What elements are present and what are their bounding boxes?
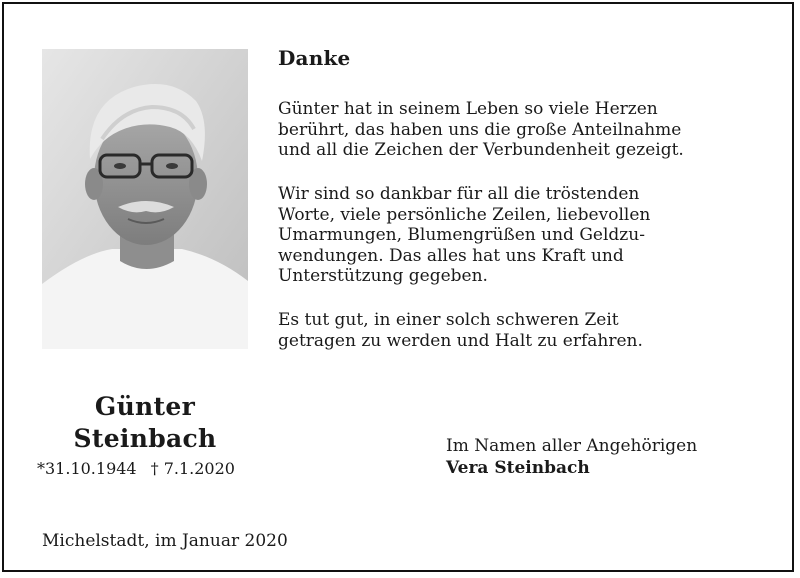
text-line: wendungen. Das alles hat uns Kraft und <box>278 245 624 266</box>
text-line: berührt, das haben uns die große Anteilnahme <box>278 119 682 140</box>
place-and-date: Michelstadt, im Januar 2020 <box>42 531 288 551</box>
thanks-heading: Danke <box>278 46 351 70</box>
text-line: und all die Zeichen der Verbundenheit gezeigt. <box>278 140 684 160</box>
birth-date: *31.10.1944 <box>37 459 137 478</box>
life-dates <box>37 459 235 478</box>
thanks-paragraph <box>278 99 778 161</box>
text-line: Es tut gut, in einer solch schweren Zeit <box>278 310 619 330</box>
deceased-last-name: Steinbach <box>73 424 217 453</box>
portrait-photo <box>42 49 248 349</box>
death-date: † 7.1.2020 <box>150 459 235 478</box>
text-line: Wir sind so dankbar für all die tröstenden <box>278 184 640 204</box>
deceased-first-name: Günter <box>94 392 196 421</box>
text-line: Worte, viele persönliche Zeilen, liebevollen <box>278 204 651 225</box>
text-line: Umarmungen, Blumengrüßen und Geldzu- <box>278 225 645 245</box>
obituary-card <box>2 2 794 572</box>
signer-name: Vera Steinbach <box>446 458 590 478</box>
thanks-paragraph <box>278 184 778 287</box>
text-line: getragen zu werden und Halt zu erfahren. <box>278 330 643 351</box>
text-line: Günter hat in seinem Leben so viele Herzen <box>278 99 658 119</box>
thanks-paragraph <box>278 310 778 351</box>
text-line: Unterstützung gegeben. <box>278 266 488 286</box>
on-behalf-text: Im Namen aller Angehörigen <box>446 436 698 456</box>
